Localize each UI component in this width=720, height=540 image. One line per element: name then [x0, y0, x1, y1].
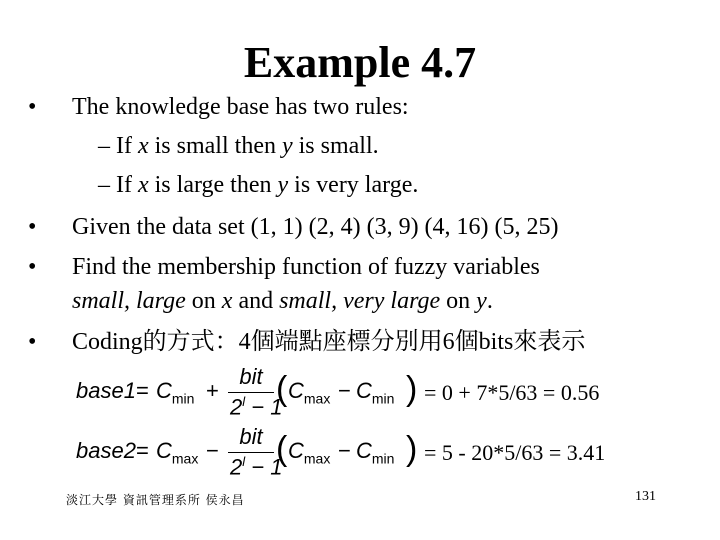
rule-2 [98, 170, 418, 200]
formula-2-c-term: $C_{max}$ [156, 438, 199, 467]
fraction-bar [228, 392, 274, 393]
var-y: y [476, 288, 487, 314]
formula-1-cmax: $C_{max}$ [288, 378, 331, 407]
formula-2-numerator: bit [239, 424, 263, 449]
bullet-coding: Coding的方式：4個端點座標分別用6個bits來表示 [72, 329, 586, 355]
text-on: on [440, 288, 477, 314]
period: . [486, 288, 493, 314]
fraction-bar [228, 452, 274, 453]
formula-1-cmin: $C_{min}$ [356, 378, 395, 407]
formula-1-c-term: $C_{min}$ [156, 378, 195, 407]
bullet-membership: Find the membership function of fuzzy variables [72, 254, 540, 280]
rule-1-part-2: is small then [148, 133, 282, 159]
left-paren: ( [276, 370, 288, 408]
formula-1-numerator: bit [239, 364, 263, 389]
formula-2-lhs: base2 [76, 438, 136, 463]
rule-1-var-y: y [281, 133, 293, 159]
formula-1-operator: + [206, 378, 219, 403]
rule-2-part-2: is large then [148, 172, 278, 198]
formula-1-denominator: $2^l - 1$ [230, 394, 283, 420]
formula-1-minus: − [338, 378, 351, 403]
formula-1-result: = 0 + 7*5/63 = 0.56 [424, 380, 600, 405]
rule-1-var-x: x [137, 133, 149, 159]
formula-2-operator: − [206, 438, 219, 463]
bullet-data-set: Given the data set (1, 1) (2, 4) (3, 9) (4, 16) (5, 25) [72, 214, 559, 240]
var-x: x [221, 288, 233, 314]
formula-2-equals: = [136, 438, 149, 463]
text-on: on [185, 288, 222, 314]
bullet-marker: • [28, 254, 37, 280]
bullet-marker: • [28, 214, 37, 240]
bullet-knowledge-base: The knowledge base has two rules: [72, 94, 409, 120]
bullet-marker: • [28, 94, 37, 120]
rule-1-part-3: is small. [292, 133, 379, 159]
slide-title: Example 4.7 [243, 38, 477, 87]
formula-2-cmax: $C_{max}$ [288, 438, 331, 467]
rule-2-var-y: y [277, 172, 289, 198]
formula-1-equals: = [136, 378, 149, 403]
bullet-marker: • [28, 329, 37, 355]
dash: – [98, 133, 110, 159]
right-paren: ) [406, 370, 418, 408]
formula-2-cmin: $C_{min}$ [356, 438, 395, 467]
rule-1-part-1: If [116, 133, 138, 159]
formula-1-fraction [228, 364, 283, 420]
footer-institution: 淡江大學 資訊管理系所 侯永昌 [66, 493, 245, 507]
rule-2-var-x: x [137, 172, 149, 198]
formula-base2 [72, 424, 432, 480]
rule-2-part-1: If [116, 172, 138, 198]
formula-2-fraction [228, 424, 283, 480]
term-small-very-large: small, very large [279, 288, 441, 314]
formula-2-result: = 5 - 20*5/63 = 3.41 [424, 440, 606, 465]
rule-1 [98, 131, 379, 161]
formula-base1 [72, 364, 432, 420]
formula-2-minus: − [338, 438, 351, 463]
term-small-large: small, large [72, 288, 186, 314]
dash: – [98, 172, 110, 198]
formula-1-lhs: base1 [76, 378, 136, 403]
rule-2-part-3: is very large. [288, 172, 419, 198]
bullet-membership-continuation [72, 286, 493, 316]
page-number: 131 [635, 489, 656, 504]
formula-2-denominator: $2^l - 1$ [230, 454, 283, 480]
right-paren: ) [406, 430, 418, 468]
text-and: and [232, 288, 280, 314]
left-paren: ( [276, 430, 288, 468]
